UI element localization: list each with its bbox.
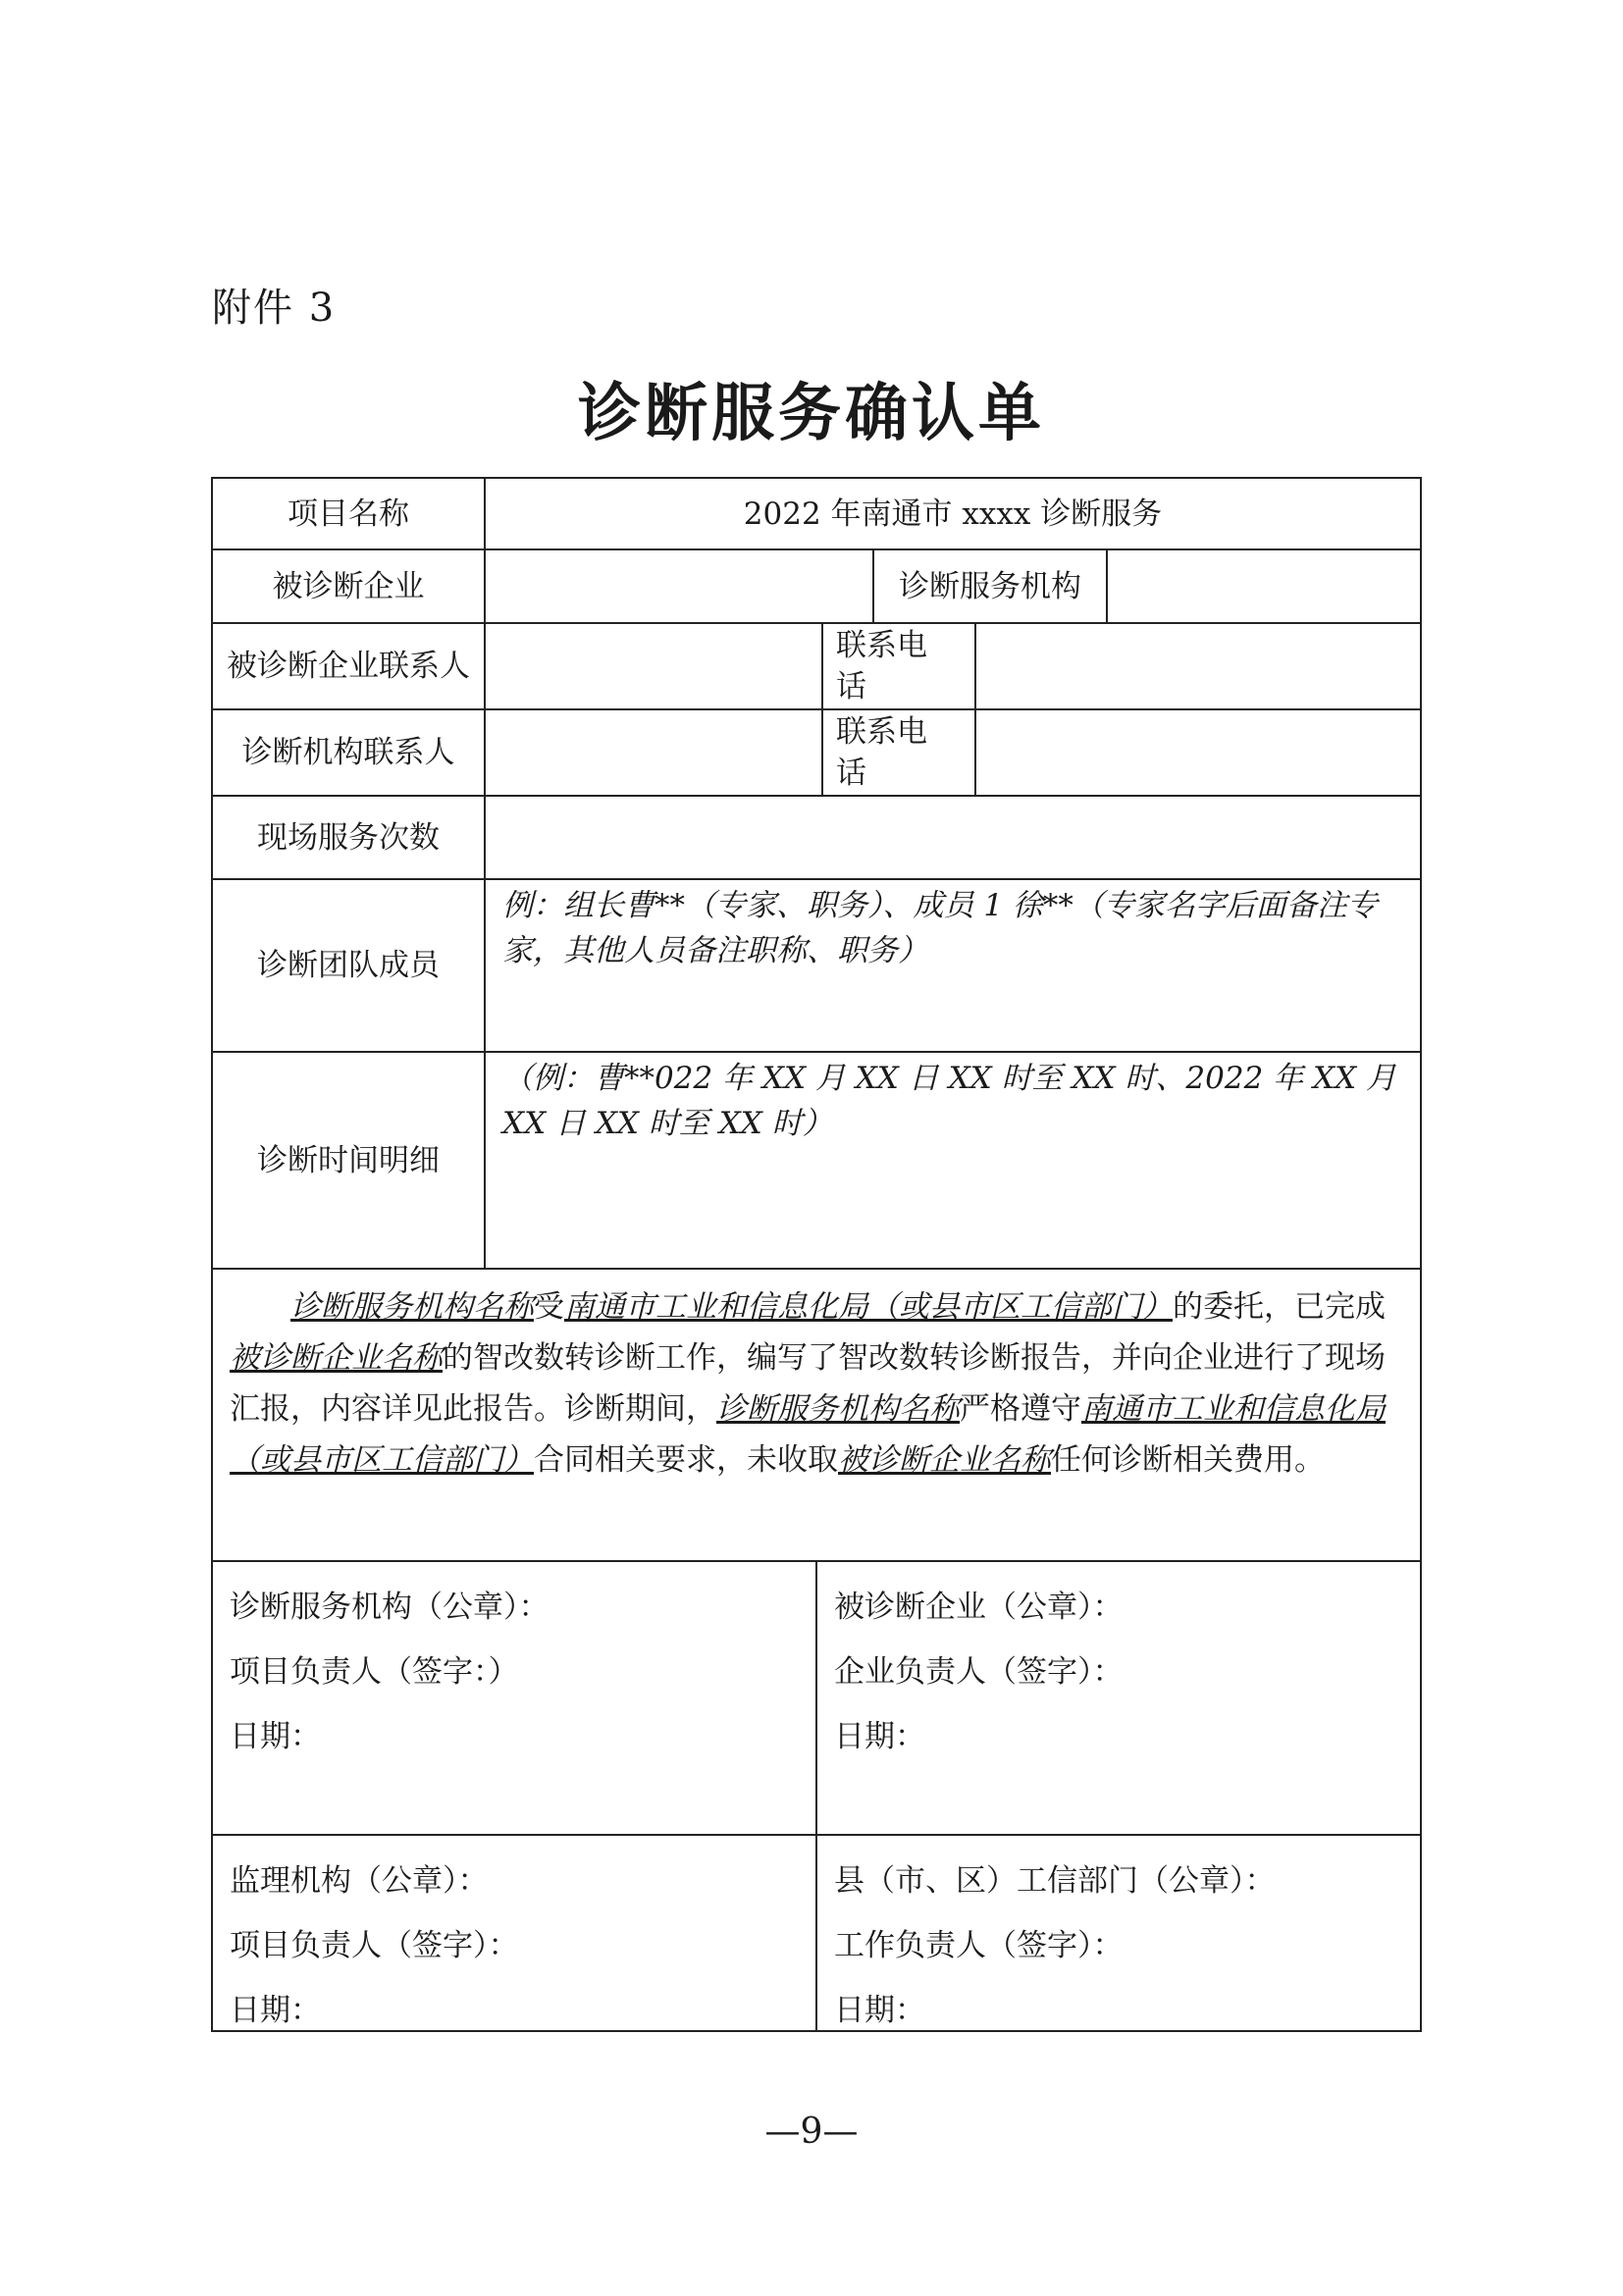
time-label: 诊断时间明细 (257, 1142, 440, 1178)
statement-text: 的委托，已完成 (1173, 1289, 1386, 1325)
signer-label: 企业负责人（签字）： (834, 1654, 1124, 1690)
enterprise-label: 被诊断企业 (272, 568, 425, 604)
bureau-name-placeholder: 南通市工业和信息化局（或县市区工信部门） (564, 1289, 1173, 1325)
page-number: —9— (764, 2112, 859, 2152)
phone-label-2: 联系电话 (836, 714, 927, 791)
signature-block-supervisor[interactable] (212, 1835, 816, 2031)
signature-block-enterprise[interactable] (816, 1561, 1421, 1835)
project-name-label: 项目名称 (288, 496, 409, 532)
phone-value-1[interactable] (975, 623, 1421, 709)
institution-value[interactable] (1107, 549, 1421, 623)
seal-label: 县（市、区）工信部门（公章）： (834, 1863, 1276, 1899)
seal-label: 监理机构（公章）： (230, 1863, 489, 1899)
page-title: 诊断服务确认单 (578, 378, 1045, 450)
seal-label: 诊断服务机构（公章）： (230, 1590, 550, 1625)
team-label: 诊断团队成员 (257, 948, 440, 983)
attachment-label: 附件 3 (212, 286, 337, 331)
signer-label: 项目负责人（签字：） (230, 1654, 519, 1690)
seal-label: 被诊断企业（公章）： (834, 1590, 1124, 1625)
signature-block-county-dept[interactable] (816, 1835, 1421, 2031)
statement-text: 受 (534, 1289, 564, 1325)
date-label: 日期： (230, 1993, 321, 2028)
date-label: 日期： (230, 1719, 321, 1754)
phone-label-1: 联系电话 (836, 628, 927, 704)
institution-name-placeholder: 诊断服务机构名称 (716, 1391, 960, 1427)
institution-contact-value[interactable] (485, 709, 822, 796)
statement-text: 的智改数转诊断工作，编写了智改数转诊断报告，并向企业进行了现场汇报，内容详见此报告。诊断期间， (230, 1340, 1386, 1427)
date-label: 日期： (834, 1719, 925, 1754)
time-example[interactable]: （例：曹**022 年 XX 月 XX 日 XX 时至 XX 时、2022 年 XX 月 XX 日 XX 时至 XX 时） (502, 1061, 1397, 1141)
statement-text: 严格遵守 (960, 1391, 1081, 1427)
onsite-count-label: 现场服务次数 (257, 819, 440, 856)
date-label: 日期： (834, 1993, 925, 2028)
statement-paragraph (212, 1281, 1421, 1556)
enterprise-contact-label: 被诊断企业联系人 (227, 649, 470, 684)
project-name-value: 2022 年南通市 xxxx 诊断服务 (743, 496, 1163, 532)
onsite-count-value[interactable] (485, 796, 1421, 879)
team-example[interactable]: 例：组长曹**（专家、职务）、成员 1 徐**（专家名字后面备注专家，其他人员备注职称、职务） (502, 888, 1378, 968)
enterprise-name-placeholder: 被诊断企业名称 (838, 1442, 1051, 1478)
institution-contact-label: 诊断机构联系人 (241, 735, 455, 770)
enterprise-value[interactable] (485, 549, 873, 623)
statement-text: 合同相关要求，未收取 (534, 1442, 838, 1478)
signer-label: 工作负责人（签字）： (834, 1928, 1124, 1963)
bureau-name-placeholder: 南通市工业和信息化局（或县市区工信部门） (230, 1391, 1386, 1478)
signer-label: 项目负责人（签字）： (230, 1928, 519, 1963)
institution-name-placeholder: 诊断服务机构名称 (290, 1289, 534, 1325)
institution-label: 诊断服务机构 (899, 568, 1081, 604)
phone-value-2[interactable] (975, 709, 1421, 796)
enterprise-contact-value[interactable] (485, 623, 822, 709)
signature-block-institution[interactable] (212, 1561, 816, 1835)
enterprise-name-placeholder: 被诊断企业名称 (230, 1340, 443, 1376)
statement-text: 任何诊断相关费用。 (1051, 1442, 1325, 1478)
